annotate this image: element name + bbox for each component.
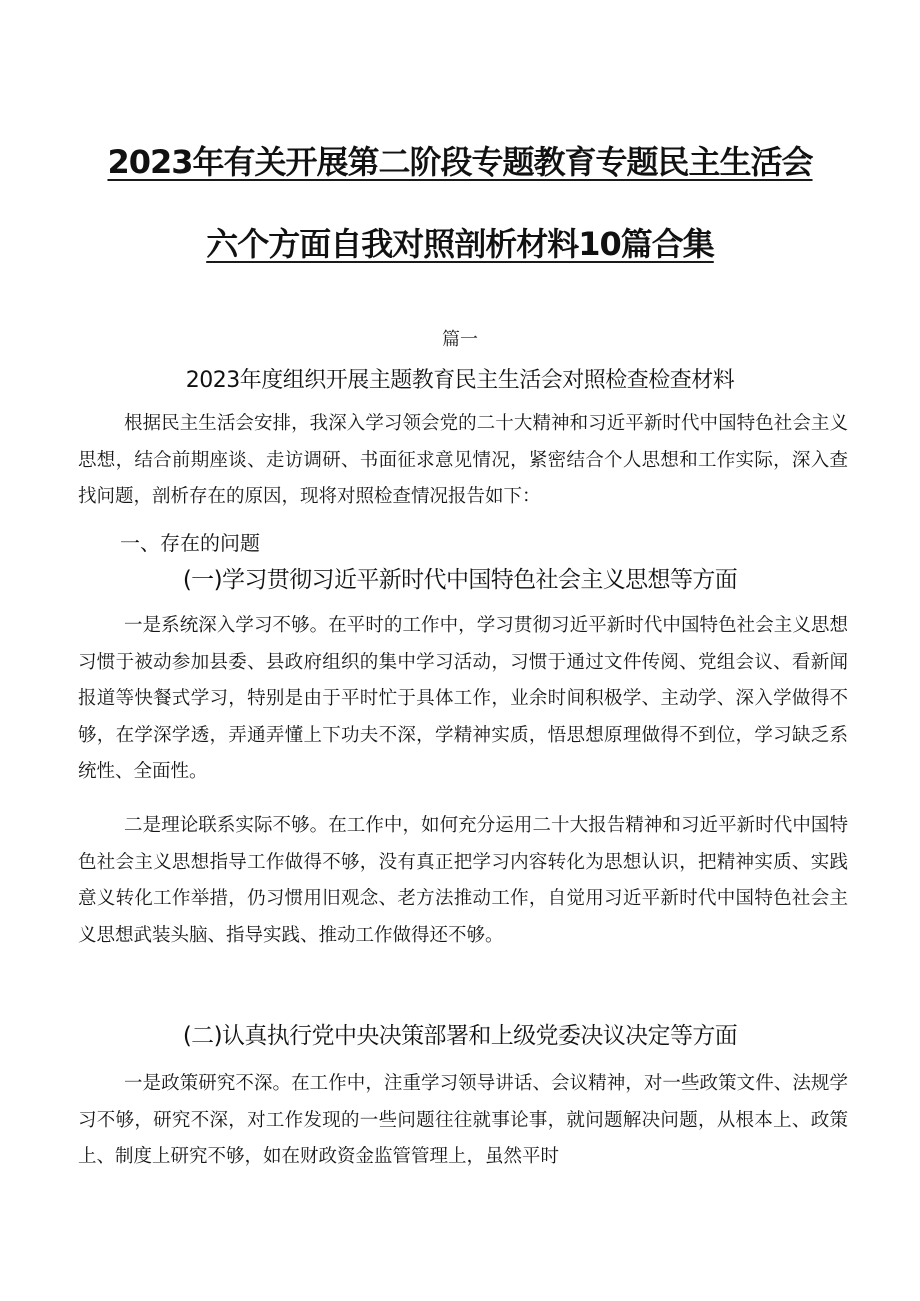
- document-title-line-2: 六个方面自我对照剖析材料10篇合集: [206, 225, 714, 263]
- subsection-heading-1: (一)学习贯彻习近平新时代中国特色社会主义思想等方面: [182, 567, 738, 593]
- subsection-1-paragraph-2: 二是理论联系实际不够。在工作中，如何充分运用二十大报告精神和习近平新时代中国特色社会主义思想指导工作做得不够，没有真正把学习内容转化为思想认识，把精神实质、实践意义转化工作举措，仍习惯用旧观念、老方法推动工作，自觉用习近平新时代中国特色社会主义思想武装头脑、指导实践、推动工作做得还不够。: [78, 815, 848, 946]
- section-heading: 一、存在的问题: [120, 531, 260, 555]
- document-title-line-1: 2023年有关开展第二阶段专题教育专题民主生活会: [107, 143, 813, 181]
- intro-paragraph: 根据民主生活会安排，我深入学习领会党的二十大精神和习近平新时代中国特色社会主义思想，结合前期座谈、走访调研、书面征求意见情况，紧密结合个人思想和工作实际，深入查找问题，剖析存在的原因，现将对照检查情况报告如下：: [78, 413, 848, 507]
- subsection-1-paragraph-1: 一是系统深入学习不够。在平时的工作中，学习贯彻习近平新时代中国特色社会主义思想习惯于被动参加县委、县政府组织的集中学习活动，习惯于通过文件传阅、党组会议、看新闻报道等快餐式学习，特别是由于平时忙于具体工作，业余时间积极学、主动学、深入学做得不够，在学深学透，弄通弄懂上下功夫不深，学精神实质，悟思想原理做得不到位，学习缺乏系统性、全面性。: [78, 615, 848, 782]
- subsection-heading-2: (二)认真执行党中央决策部署和上级党委决议决定等方面: [182, 1023, 738, 1049]
- part-label: 篇一: [442, 329, 478, 350]
- article-title: 2023年度组织开展主题教育民主生活会对照检查检查材料: [185, 368, 735, 393]
- subsection-2-paragraph-1: 一是政策研究不深。在工作中，注重学习领导讲话、会议精神，对一些政策文件、法规学习不够，研究不深，对工作发现的一些问题往往就事论事，就问题解决问题，从根本上、政策上、制度上研究不够，如在财政资金监管管理上，虽然平时: [78, 1073, 848, 1167]
